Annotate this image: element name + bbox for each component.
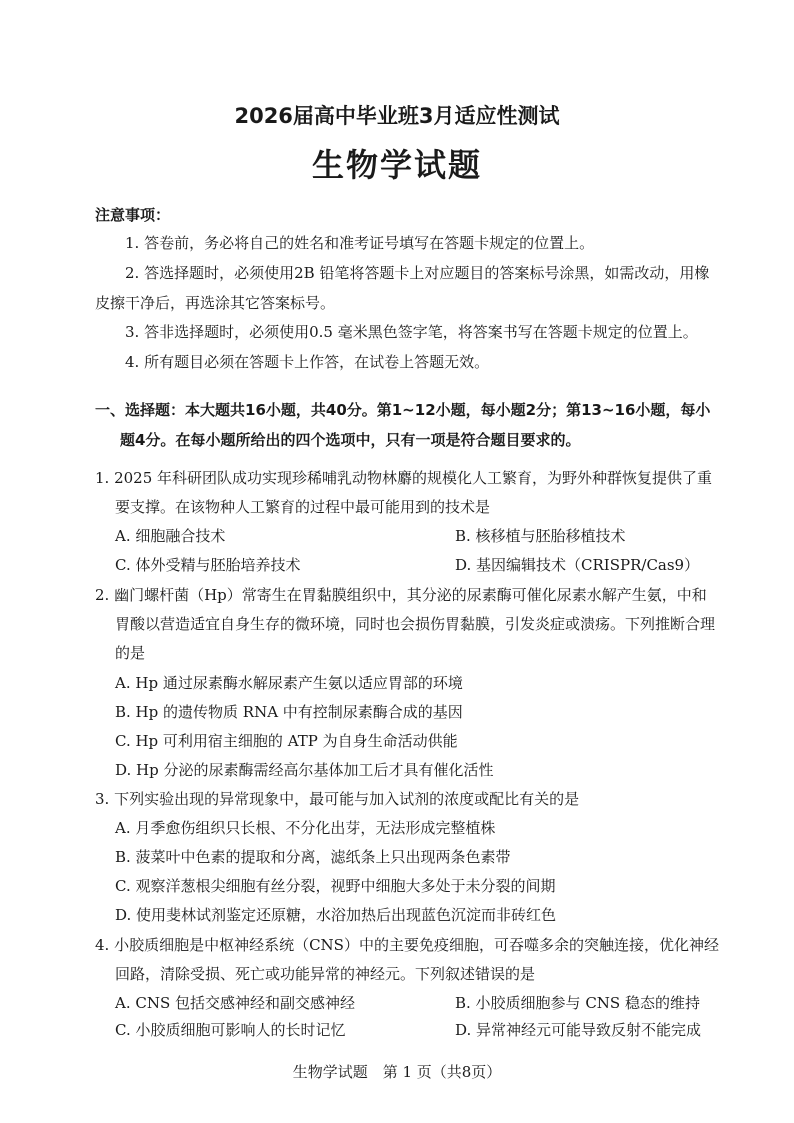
note-line: 2. 答选择题时，必须使用2B 铅笔将答题卡上对应题目的答案标号涂黑，如需改动，用橡 [125,264,710,282]
question-2-option-c: C. Hp 可利用宿主细胞的 ATP 为自身生命活动供能 [115,732,458,750]
question-4-option-b: B. 小胶质细胞参与 CNS 稳态的维持 [455,994,700,1012]
question-3-option-c: C. 观察洋葱根尖细胞有丝分裂，视野中细胞大多处于未分裂的间期 [115,877,556,895]
question-2-stem: 胃酸以营造适宜自身生存的微环境，同时也会损伤胃黏膜，引发炎症或溃疡。下列推断合理 [115,615,716,633]
question-2-option-a: A. Hp 通过尿素酶水解尿素产生氨以适应胃部的环境 [115,674,463,692]
question-4-option-a: A. CNS 包括交感神经和副交感神经 [115,994,356,1012]
question-4-option-c: C. 小胶质细胞可影响人的长时记忆 [115,1021,346,1039]
note-line: 皮擦干净后，再选涂其它答案标号。 [95,294,336,312]
note-line: 3. 答非选择题时，必须使用0.5 毫米黑色签字笔，将答案书写在答题卡规定的位置上。 [125,323,698,341]
question-3-option-a: A. 月季愈伤组织只长根、不分化出芽，无法形成完整植株 [115,819,496,837]
question-2-option-b: B. Hp 的遗传物质 RNA 中有控制尿素酶合成的基因 [115,703,463,721]
question-4-stem: 4. 小胶质细胞是中枢神经系统（CNS）中的主要免疫细胞，可吞噬多余的突触连接，优化神经 [95,936,719,954]
note-line: 1. 答卷前，务必将自己的姓名和准考证号填写在答题卡规定的位置上。 [125,234,595,252]
page-footer: 生物学试题 第 1 页（共8页） [292,1063,502,1081]
notes-heading: 注意事项： [95,206,171,224]
question-1-option-a: A. 细胞融合技术 [115,527,226,545]
question-3-option-b: B. 菠菜叶中色素的提取和分离，滤纸条上只出现两条色素带 [115,848,511,866]
question-3-stem: 3. 下列实验出现的异常现象中，最可能与加入试剂的浓度或配比有关的是 [95,790,580,808]
question-1-stem: 要支撑。在该物种人工繁育的过程中最可能用到的技术是 [115,498,491,516]
subject-title: 生物学试题 [311,146,482,184]
question-1-option-c: C. 体外受精与胚胎培养技术 [115,556,301,574]
question-1-stem: 1. 2025 年科研团队成功实现珍稀哺乳动物林麝的规模化人工繁育，为野外种群恢复提供了重 [95,469,713,487]
question-4-stem: 回路，清除受损、死亡或功能异常的神经元。下列叙述错误的是 [115,965,536,983]
section-heading: 题4分。在每小题所给出的四个选项中，只有一项是符合题目要求的。 [120,431,581,449]
exam-title: 2026届高中毕业班3月适应性测试 [234,104,560,128]
question-2-option-d: D. Hp 分泌的尿素酶需经高尔基体加工后才具有催化活性 [115,761,494,779]
question-1-option-b: B. 核移植与胚胎移植技术 [455,527,626,545]
question-3-option-d: D. 使用斐林试剂鉴定还原糖，水浴加热后出现蓝色沉淀而非砖红色 [115,906,557,924]
section-heading: 一、选择题：本大题共16小题，共40分。第1~12小题，每小题2分；第13~16小题，每小 [95,401,711,419]
note-line: 4. 所有题目必须在答题卡上作答，在试卷上答题无效。 [125,353,490,371]
question-2-stem: 2. 幽门螺杆菌（Hp）常寄生在胃黏膜组织中，其分泌的尿素酶可催化尿素水解产生氨，中和 [95,586,707,604]
question-2-stem: 的是 [115,644,146,662]
question-1-option-d: D. 基因编辑技术（CRISPR/Cas9） [455,556,700,574]
question-4-option-d: D. 异常神经元可能导致反射不能完成 [455,1021,702,1039]
